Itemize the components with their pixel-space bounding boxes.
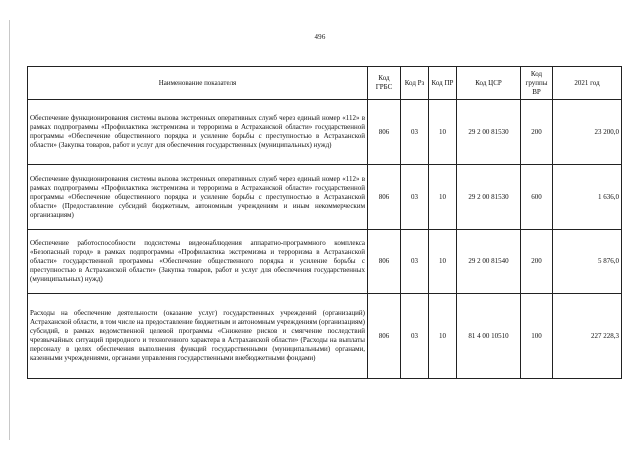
cell-value: 227 228,3	[553, 294, 622, 379]
cell-rz: 03	[401, 100, 429, 165]
header-csr: Код ЦСР	[457, 67, 521, 100]
table-row	[28, 100, 622, 165]
cell-rz: 03	[401, 294, 429, 379]
cell-value: 1 636,0	[553, 165, 622, 230]
cell-vr: 200	[521, 230, 553, 294]
cell-rz: 03	[401, 230, 429, 294]
header-grbs: Код ГРБС	[368, 67, 401, 100]
table-row	[28, 165, 622, 230]
table-row	[28, 294, 622, 379]
header-vr: Код группы ВР	[521, 67, 553, 100]
cell-rz: 03	[401, 165, 429, 230]
cell-pr: 10	[429, 165, 457, 230]
cell-pr: 10	[429, 294, 457, 379]
cell-csr: 29 2 00 81540	[457, 230, 521, 294]
cell-name: Расходы на обеспечение деятельности (оказание услуг) государственных учреждений (организаций) Астраханской области, в том числе на предоставление бюджетным и автономным учреждениям (организациям) субсидий, в рамках ведомственной целевой программы «Снижение рисков и смягчение последствий чрезвычайных ситуаций природного и техногенного характера в Астраханской области» (Расходы на выплаты персоналу в целях обеспечения выполнения функций государственными (муниципальными) органами, казенными учреждениями, органами управления государственными внебюджетными фондами)	[28, 294, 368, 379]
budget-table	[27, 66, 622, 379]
cell-name: Обеспечение работоспособности подсистемы видеонаблюдения аппаратно-программного комплекса «Безопасный город» в рамках подпрограммы «Профилактика экстремизма и терроризма в Астраханской области» государственной программы «Обеспечение общественного порядка и усиление борьбы с преступностью в Астраханской области» (Закупка товаров, работ и услуг для обеспечения государственных (муниципальных) нужд)	[28, 230, 368, 294]
scan-left-edge	[9, 20, 10, 440]
header-rz: Код Рз	[401, 67, 429, 100]
table-header-row	[28, 67, 622, 100]
cell-vr: 200	[521, 100, 553, 165]
cell-grbs: 806	[368, 165, 401, 230]
cell-vr: 600	[521, 165, 553, 230]
cell-csr: 29 2 00 81530	[457, 100, 521, 165]
cell-csr: 29 2 00 81530	[457, 165, 521, 230]
cell-grbs: 806	[368, 100, 401, 165]
cell-grbs: 806	[368, 230, 401, 294]
cell-value: 23 200,0	[553, 100, 622, 165]
cell-csr: 81 4 00 10510	[457, 294, 521, 379]
header-name: Наименование показателя	[28, 67, 368, 100]
cell-name: Обеспечение функционирования системы вызова экстренных оперативных служб через единый номер «112» в рамках подпрограммы «Профилактика экстремизма и терроризма в Астраханской области» государственной программы «Обеспечение общественного порядка и усиление борьбы с преступностью в Астраханской области» (Закупка товаров, работ и услуг для обеспечения государственных (муниципальных) нужд)	[28, 100, 368, 165]
cell-value: 5 876,0	[553, 230, 622, 294]
page-number: 496	[314, 33, 326, 41]
cell-name: Обеспечение функционирования системы вызова экстренных оперативных служб через единый номер «112» в рамках подпрограммы «Профилактика экстремизма и терроризма в Астраханской области» государственной программы «Обеспечение общественного порядка и усиление борьбы с преступностью в Астраханской области» (Предоставление субсидий бюджетным, автономным учреждениям и иным некоммерческим организациям)	[28, 165, 368, 230]
table-row	[28, 230, 622, 294]
cell-pr: 10	[429, 230, 457, 294]
header-year: 2021 год	[553, 67, 622, 100]
cell-pr: 10	[429, 100, 457, 165]
cell-grbs: 806	[368, 294, 401, 379]
header-pr: Код ПР	[429, 67, 457, 100]
cell-vr: 100	[521, 294, 553, 379]
